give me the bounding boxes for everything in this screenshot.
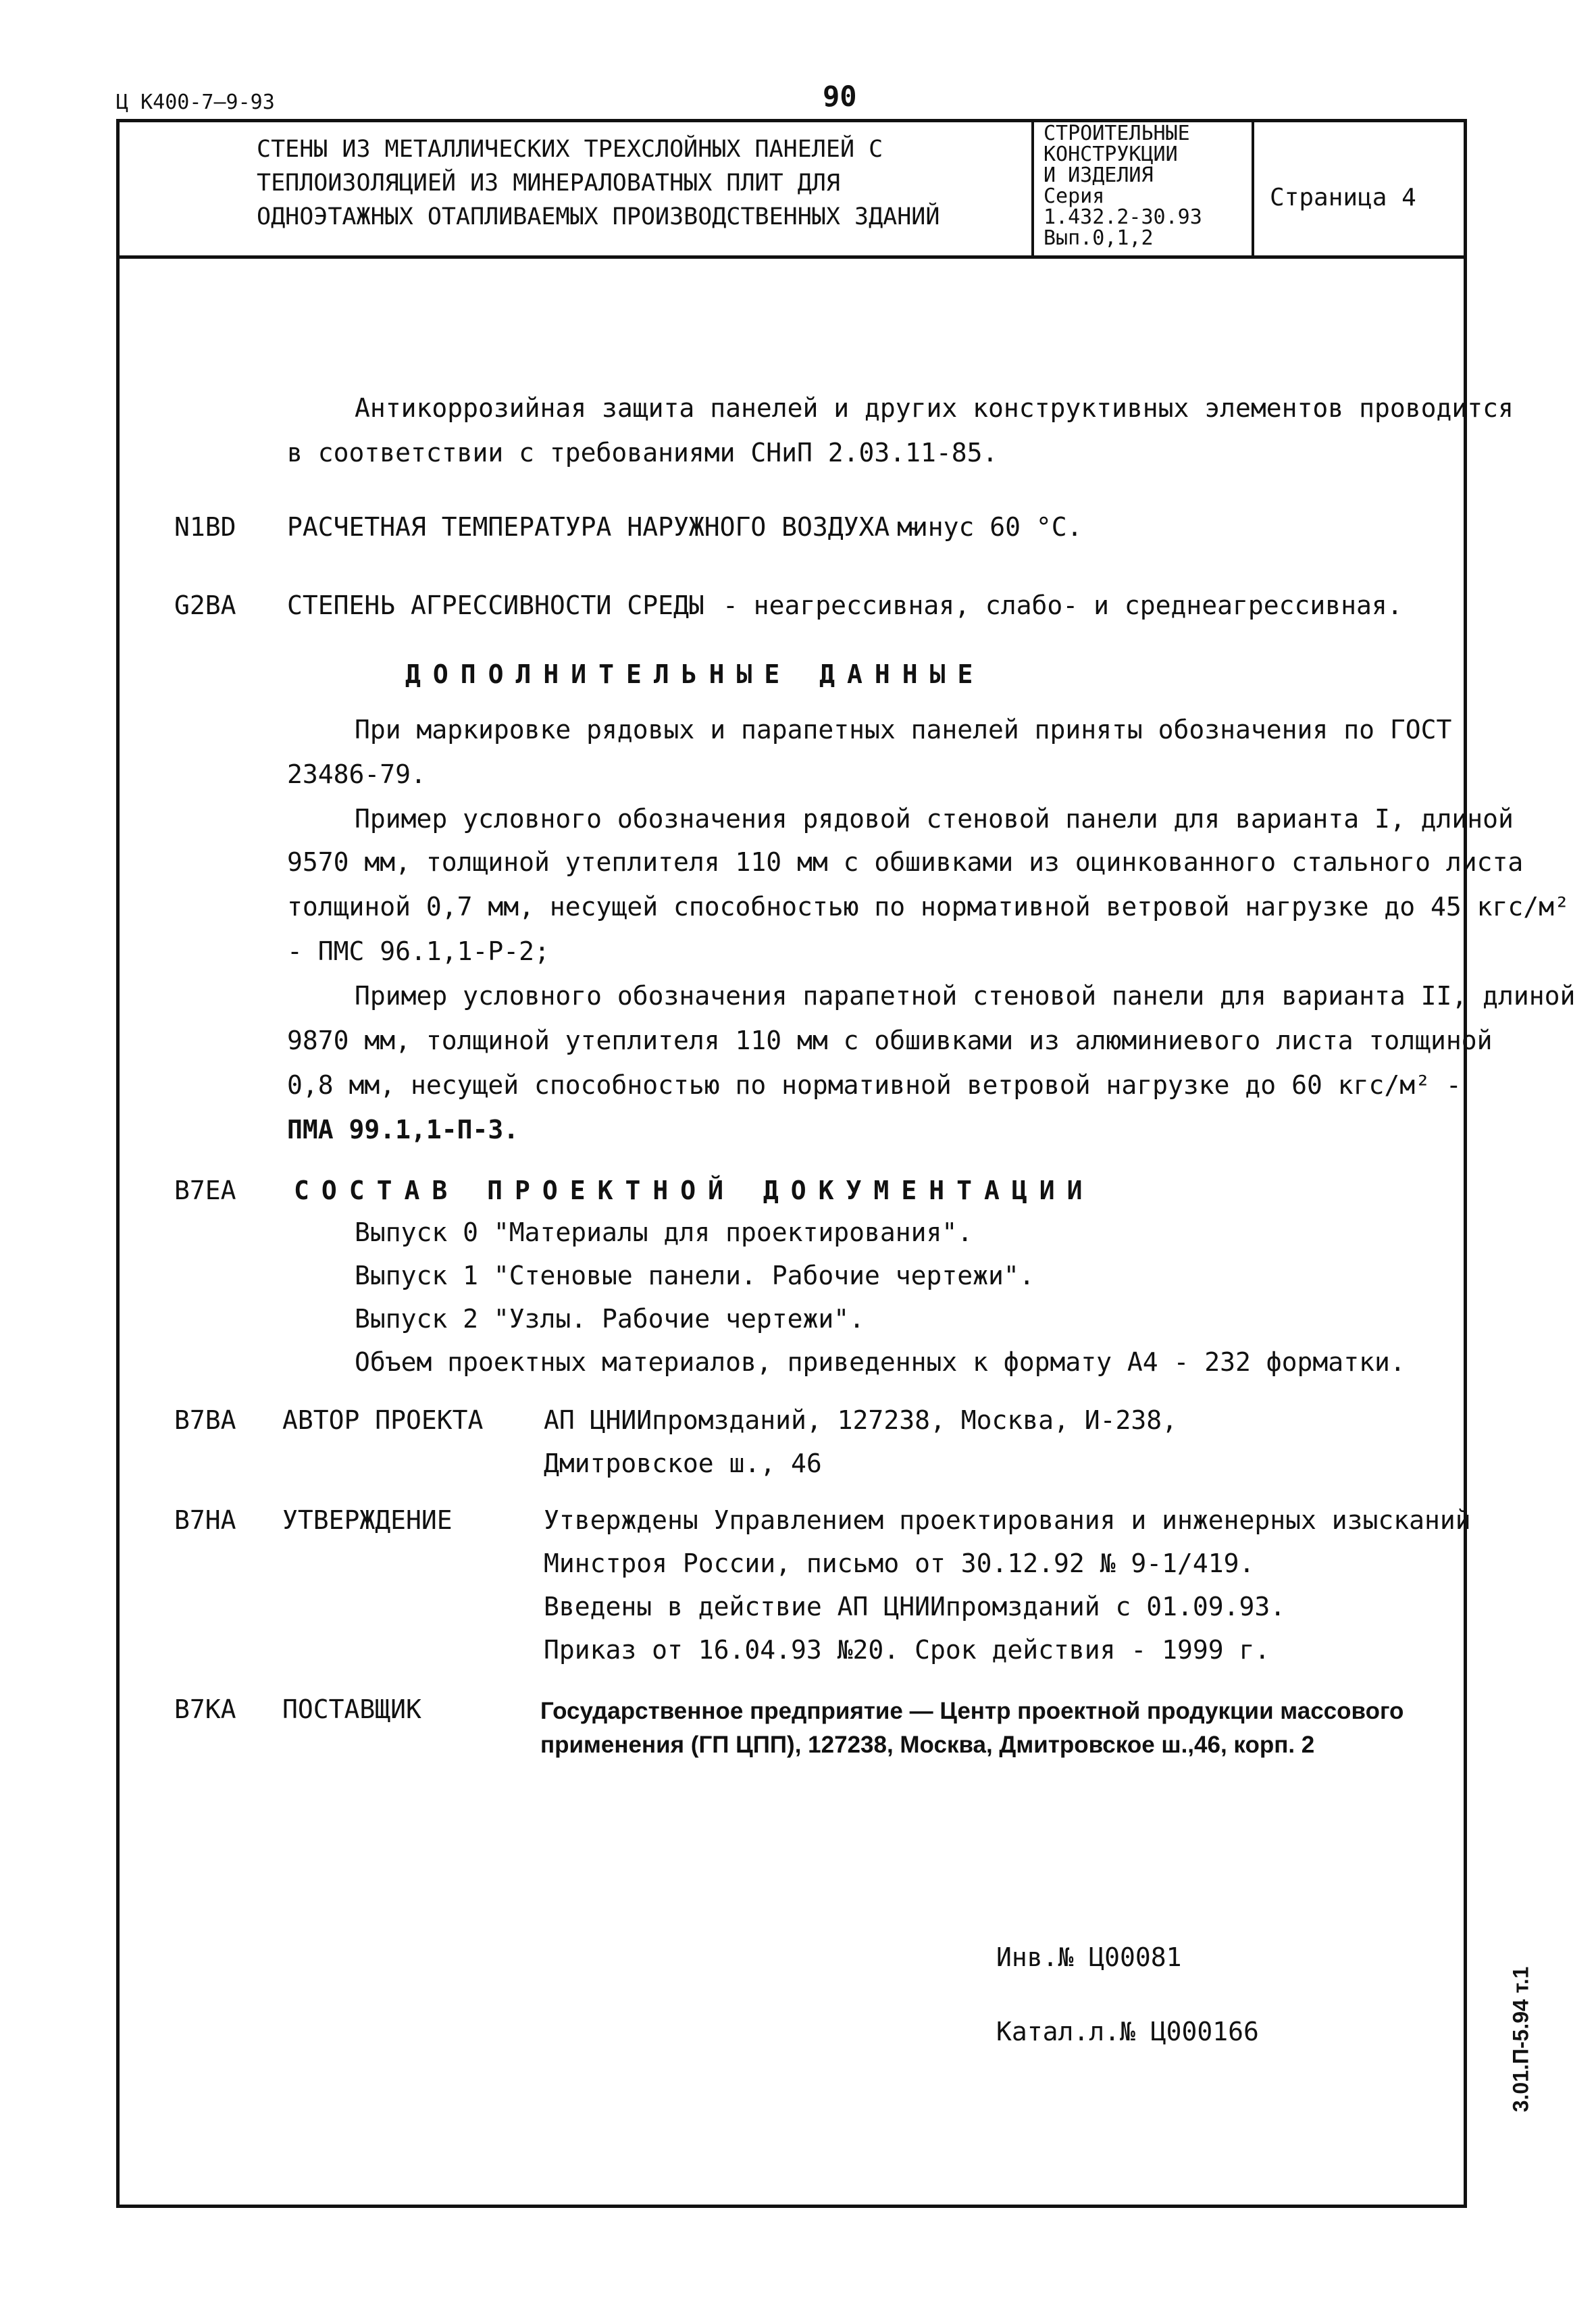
page-label: Страница 4 [1270, 184, 1416, 211]
g2ba-label: СТЕПЕНЬ АГРЕССИВНОСТИ СРЕДЫ [287, 590, 704, 620]
b7ka-text [540, 1694, 1404, 1762]
b7ea-line-1: Выпуск 0 "Материалы для проектирования". [355, 1217, 973, 1247]
header-title-line-2: ТЕПЛОИЗОЛЯЦИЕЙ ИЗ МИНЕРАЛОВАТНЫХ ПЛИТ ДЛЯ [257, 170, 840, 197]
page-frame [116, 119, 1467, 2208]
extra-line-4: 9570 мм, толщиной утеплителя 110 мм с обшивками из оцинкованного стального листа [287, 847, 1524, 877]
b7ha-label: УТВЕРЖДЕНИЕ [282, 1505, 453, 1535]
extra-line-1: При маркировке рядовых и парапетных панелей приняты обозначения по ГОСТ [355, 715, 1452, 745]
g2ba-value: - неагрессивная, слабо- и среднеагрессивная. [723, 590, 1403, 620]
header-title-line-3: ОДНОЭТАЖНЫХ ОТАПЛИВАЕМЫХ ПРОИЗВОДСТВЕННЫХ ЗДАНИЙ [257, 203, 940, 230]
series-box [1044, 123, 1202, 249]
header-divider [116, 255, 1467, 259]
b7ba-line-2: Дмитровское ш., 46 [544, 1449, 822, 1478]
extra-line-9: 0,8 мм, несущей способностью по нормативной ветровой нагрузке до 60 кгс/м² - [287, 1070, 1462, 1100]
extra-heading: ДОПОЛНИТЕЛЬНЫЕ ДАННЫЕ [405, 659, 985, 689]
extra-line-7: Пример условного обозначения парапетной стеновой панели для варианта II, длиной [355, 981, 1576, 1011]
b7ea-heading: СОСТАВ ПРОЕКТНОЙ ДОКУМЕНТАЦИИ [294, 1176, 1095, 1205]
b7ka-line-1: Государственное предприятие — Центр проектной продукции массового [540, 1698, 1404, 1724]
header-col-divider-1 [1031, 119, 1034, 257]
b7ha-code: B7HA [174, 1505, 236, 1535]
header-title [257, 132, 939, 234]
b7ka-code: B7KA [174, 1694, 236, 1724]
doc-code: Ц К400-7—9-93 [116, 91, 275, 114]
extra-line-3: Пример условного обозначения рядовой стеновой панели для варианта I, длиной [355, 804, 1514, 834]
b7ha-line-4: Приказ от 16.04.93 №20. Срок действия - 1999 г. [544, 1635, 1270, 1665]
b7ea-line-2: Выпуск 1 "Стеновые панели. Рабочие чертежи". [355, 1261, 1035, 1290]
extra-line-10: ПМА 99.1,1-П-3. [287, 1115, 519, 1145]
p1-line-1: Антикоррозийная защита панелей и других конструктивных элементов проводится [355, 393, 1514, 423]
n1bd-value: минус 60 °С. [897, 512, 1083, 542]
extra-line-8: 9870 мм, толщиной утеплителя 110 мм с обшивками из алюминиевого листа толщиной [287, 1026, 1493, 1055]
b7ha-line-1: Утверждены Управлением проектирования и инженерных изысканий [544, 1505, 1471, 1535]
b7ha-line-3: Введены в действие АП ЦНИИпромзданий с 01.09.93. [544, 1592, 1286, 1621]
extra-line-2: 23486-79. [287, 759, 426, 789]
n1bd-label: РАСЧЕТНАЯ ТЕМПЕРАТУРА НАРУЖНОГО ВОЗДУХА - [287, 512, 921, 542]
header-col-divider-2 [1252, 119, 1254, 257]
series-line-5: 1.432.2-30.93 [1044, 205, 1202, 229]
side-stamp: 3.01.П-5.94 т.1 [1508, 1966, 1533, 2113]
b7ea-line-3: Выпуск 2 "Узлы. Рабочие чертежи". [355, 1304, 865, 1334]
inventory-number: Инв.№ Ц00081 [996, 1942, 1182, 1972]
series-line-2: КОНСТРУКЦИИ [1044, 143, 1178, 166]
b7ka-label: ПОСТАВЩИК [282, 1694, 421, 1724]
extra-line-5: толщиной 0,7 мм, несущей способностью по нормативной ветровой нагрузке до 45 кгс/м² [287, 892, 1570, 922]
b7ka-line-2: применения (ГП ЦПП), 127238, Москва, Дмитровское ш.,46, корп. 2 [540, 1732, 1315, 1758]
n1bd-code: N1BD [174, 512, 236, 542]
b7ba-label: АВТОР ПРОЕКТА [282, 1405, 484, 1435]
catalog-sheet-number: Катал.л.№ Ц000166 [996, 2017, 1259, 2046]
b7ba-code: B7BA [174, 1405, 236, 1435]
b7ha-line-2: Минстроя России, письмо от 30.12.92 № 9-1/419. [544, 1549, 1255, 1578]
g2ba-code: G2BA [174, 590, 236, 620]
series-line-3: И ИЗДЕЛИЯ [1044, 164, 1154, 187]
series-line-6: Вып.0,1,2 [1044, 226, 1154, 250]
series-line-4: Серия [1044, 184, 1105, 208]
b7ea-line-4: Объем проектных материалов, приведенных к формату А4 - 232 форматки. [355, 1347, 1406, 1377]
header-title-line-1: СТЕНЫ ИЗ МЕТАЛЛИЧЕСКИХ ТРЕХСЛОЙНЫХ ПАНЕЛЕЙ С [257, 136, 883, 163]
series-line-1: СТРОИТЕЛЬНЫЕ [1044, 122, 1190, 145]
b7ea-code: B7EA [174, 1176, 236, 1205]
extra-line-6: - ПМС 96.1,1-Р-2; [287, 936, 550, 966]
page-number: 90 [823, 80, 857, 113]
b7ba-line-1: АП ЦНИИпромзданий, 127238, Москва, И-238, [544, 1405, 1177, 1435]
p1-line-2: в соответствии с требованиями СНиП 2.03.11-85. [287, 438, 998, 468]
